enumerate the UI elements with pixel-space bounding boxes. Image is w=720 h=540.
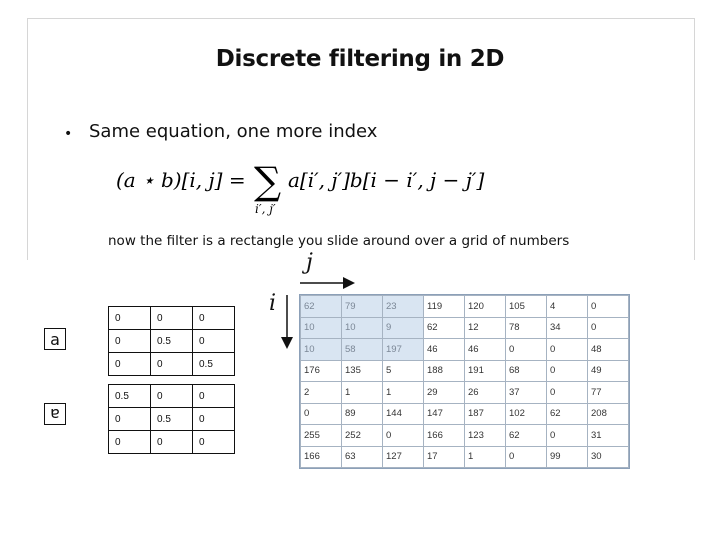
- kernel-a-cell: 0.5: [151, 330, 193, 353]
- equation-sum-symbol: ∑: [254, 160, 282, 203]
- kernel-b-cell: 0: [193, 385, 235, 408]
- grid-cell: 79: [342, 296, 383, 318]
- equation-lhs: (a ⋆ b)[i, j] =: [116, 168, 246, 192]
- kernel-a-label: a: [44, 328, 66, 350]
- grid-cell: 1: [342, 382, 383, 404]
- kernel-b-label: a: [44, 403, 66, 425]
- grid-cell: 10: [342, 317, 383, 339]
- grid-cell: 34: [547, 317, 588, 339]
- kernel-b-cell: 0.5: [109, 385, 151, 408]
- kernel-b-cell: 0: [193, 408, 235, 431]
- note-text: now the filter is a rectangle you slide around over a grid of numbers: [108, 233, 570, 249]
- grid-cell: 26: [465, 382, 506, 404]
- grid-cell: 187: [465, 403, 506, 425]
- grid-cell: 62: [547, 403, 588, 425]
- grid-cell: 68: [506, 360, 547, 382]
- image-grid-table: [300, 295, 629, 468]
- bullet-text: Same equation, one more index: [89, 121, 378, 142]
- kernel-a-cell: 0: [109, 330, 151, 353]
- grid-cell: 120: [465, 296, 506, 318]
- grid-cell: 176: [301, 360, 342, 382]
- grid-cell: 17: [424, 446, 465, 468]
- table-row: [301, 296, 629, 318]
- grid-cell: 191: [465, 360, 506, 382]
- grid-cell: 62: [506, 425, 547, 447]
- grid-cell: 119: [424, 296, 465, 318]
- kernel-a-cell: 0: [151, 307, 193, 330]
- grid-cell: 102: [506, 403, 547, 425]
- grid-cell: 62: [301, 296, 342, 318]
- grid-cell: 0: [547, 339, 588, 361]
- table-row: [301, 339, 629, 361]
- grid-cell: 46: [424, 339, 465, 361]
- grid-cell: 135: [342, 360, 383, 382]
- table-row: [301, 446, 629, 468]
- grid-cell: 0: [301, 403, 342, 425]
- grid-cell: 188: [424, 360, 465, 382]
- equation-rhs: a[i′, j′]b[i − i′, j − j′]: [288, 168, 485, 192]
- grid-cell: 0: [547, 360, 588, 382]
- grid-cell: 166: [424, 425, 465, 447]
- table-row: [301, 403, 629, 425]
- grid-cell: 208: [588, 403, 629, 425]
- grid-cell: 89: [342, 403, 383, 425]
- grid-cell: 10: [301, 317, 342, 339]
- table-row: [109, 408, 235, 431]
- grid-cell: 4: [547, 296, 588, 318]
- grid-cell: 63: [342, 446, 383, 468]
- grid-cell: 31: [588, 425, 629, 447]
- kernel-a-cell: 0: [193, 307, 235, 330]
- table-row: [109, 330, 235, 353]
- grid-cell: 144: [383, 403, 424, 425]
- kernel-b-table: [108, 384, 235, 454]
- table-row: [301, 317, 629, 339]
- grid-cell: 29: [424, 382, 465, 404]
- j-axis-label: j: [306, 250, 313, 275]
- kernel-a-table: [108, 306, 235, 376]
- grid-cell: 127: [383, 446, 424, 468]
- grid-cell: 0: [547, 382, 588, 404]
- table-row: [109, 431, 235, 454]
- grid-cell: 0: [506, 339, 547, 361]
- kernel-a-cell: 0: [151, 353, 193, 376]
- convolution-equation: [116, 160, 506, 220]
- table-row: [109, 385, 235, 408]
- table-row: [109, 307, 235, 330]
- table-row: [109, 353, 235, 376]
- grid-cell: 46: [465, 339, 506, 361]
- grid-cell: 0: [588, 296, 629, 318]
- table-row: [301, 360, 629, 382]
- kernel-b-cell: 0: [151, 431, 193, 454]
- grid-cell: 77: [588, 382, 629, 404]
- grid-cell: 123: [465, 425, 506, 447]
- grid-cell: 49: [588, 360, 629, 382]
- grid-cell: 62: [424, 317, 465, 339]
- kernel-b-cell: 0: [109, 431, 151, 454]
- grid-cell: 0: [547, 425, 588, 447]
- grid-cell: 0: [383, 425, 424, 447]
- kernel-a-cell: 0: [193, 330, 235, 353]
- kernel-b-cell: 0.5: [151, 408, 193, 431]
- grid-cell: 2: [301, 382, 342, 404]
- kernel-a-cell: 0: [109, 353, 151, 376]
- kernel-a-cell: 0.5: [193, 353, 235, 376]
- equation-sum-subscript: i′, j′: [255, 202, 276, 216]
- grid-cell: 37: [506, 382, 547, 404]
- i-axis-label: i: [269, 291, 277, 316]
- table-row: [301, 425, 629, 447]
- grid-cell: 78: [506, 317, 547, 339]
- grid-cell: 58: [342, 339, 383, 361]
- grid-cell: 255: [301, 425, 342, 447]
- grid-cell: 23: [383, 296, 424, 318]
- grid-cell: 9: [383, 317, 424, 339]
- grid-cell: 0: [506, 446, 547, 468]
- table-row: [301, 382, 629, 404]
- kernel-b-cell: 0: [109, 408, 151, 431]
- slide-title: Discrete filtering in 2D: [215, 46, 505, 72]
- grid-cell: 48: [588, 339, 629, 361]
- grid-cell: 166: [301, 446, 342, 468]
- grid-cell: 147: [424, 403, 465, 425]
- bullet-marker: •: [64, 126, 73, 142]
- grid-cell: 105: [506, 296, 547, 318]
- grid-cell: 1: [383, 382, 424, 404]
- kernel-a-cell: 0: [109, 307, 151, 330]
- grid-cell: 5: [383, 360, 424, 382]
- grid-cell: 10: [301, 339, 342, 361]
- kernel-b-cell: 0: [151, 385, 193, 408]
- grid-cell: 1: [465, 446, 506, 468]
- grid-cell: 197: [383, 339, 424, 361]
- grid-cell: 252: [342, 425, 383, 447]
- kernel-b-cell: 0: [193, 431, 235, 454]
- grid-cell: 30: [588, 446, 629, 468]
- grid-cell: 12: [465, 317, 506, 339]
- grid-cell: 99: [547, 446, 588, 468]
- grid-cell: 0: [588, 317, 629, 339]
